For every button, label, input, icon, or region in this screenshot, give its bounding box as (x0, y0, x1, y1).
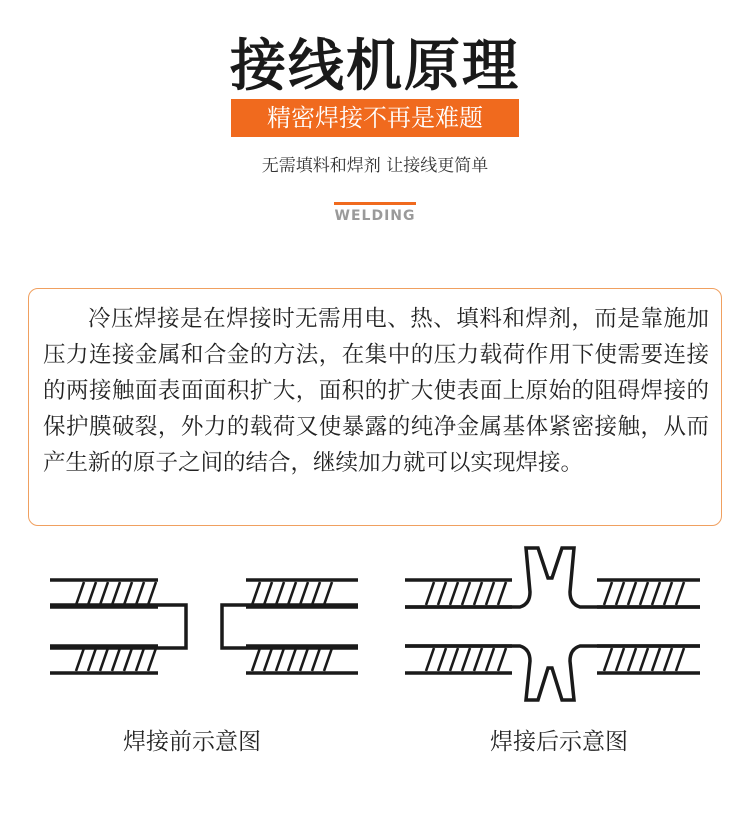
banner: 精密焊接不再是难题 (231, 99, 519, 137)
subtitle: 无需填料和焊剂 让接线更简单 (261, 156, 489, 176)
after-caption: 焊接后示意图 (490, 729, 628, 755)
page-title: 接线机原理 (230, 34, 520, 99)
before-right-wire (222, 580, 358, 673)
description-text: 冷压焊接是在焊接时无需用电、热、填料和焊剂，而是靠施加压力连接金属和合金的方法，在集中的压力载荷作用下使需要连接的两接触面表面面积扩大，面积的扩大使表面上原始的阻碍焊接的保护膜破裂，外力的载荷又使暴露的纯净金属基体紧密接触，从而产生新的原子之间的结合，继续加力就可以实现焊接。 (43, 306, 709, 476)
before-left-wire (50, 580, 186, 673)
before-caption: 焊接前示意图 (123, 729, 261, 755)
after-welded-wire (405, 548, 700, 700)
tag-underline (334, 202, 416, 205)
welding-diagram (0, 540, 750, 715)
description-box (28, 288, 722, 526)
tag-label: WELDING (334, 208, 416, 224)
